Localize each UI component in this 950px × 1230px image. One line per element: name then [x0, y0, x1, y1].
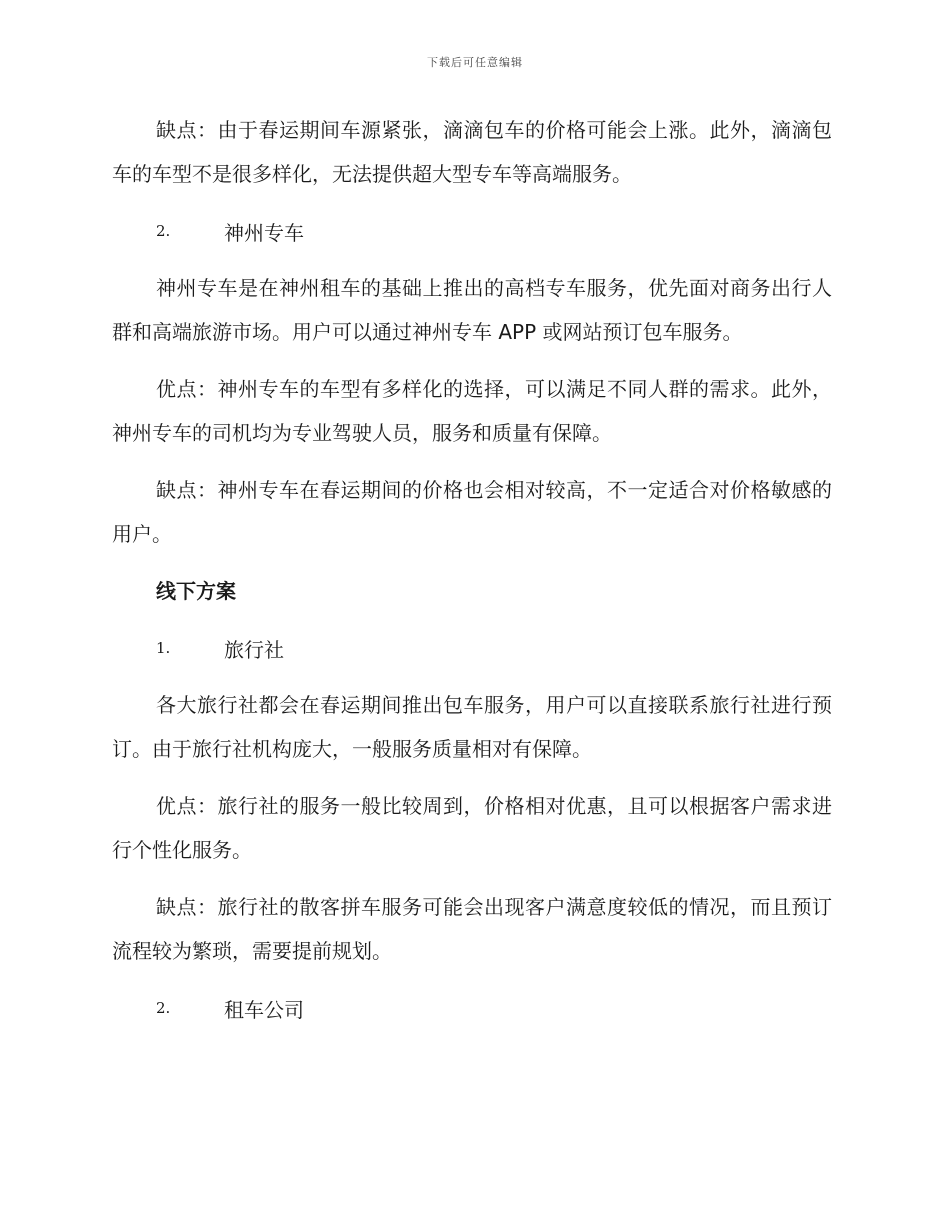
paragraph-shenzhou-cons: 缺点：神州专车在春运期间的价格也会相对较高，不一定适合对价格敏感的用户。 — [112, 478, 832, 546]
list-item-shenzhou — [112, 209, 832, 253]
list-item-number: 1. — [156, 639, 171, 657]
list-item-number: 2. — [156, 999, 171, 1017]
list-item-number: 2. — [156, 222, 171, 240]
paragraph-shenzhou-intro: 神州专车是在神州租车的基础上推出的高档专车服务，优先面对商务出行人群和高端旅游市场。用户可以通过神州专车 APP 或网站预订包车服务。 — [112, 276, 832, 344]
list-item-label: 神州专车 — [224, 220, 304, 245]
list-item-travel-agency — [112, 626, 832, 670]
paragraph-agency-pros: 优点：旅行社的服务一般比较周到，价格相对优惠，且可以根据客户需求进行个性化服务。 — [112, 794, 832, 862]
paragraph-agency-cons: 缺点：旅行社的散客拼车服务可能会出现客户满意度较低的情况，而且预订流程较为繁琐，需要提前规划。 — [112, 895, 832, 963]
list-item-label: 租车公司 — [224, 997, 304, 1022]
list-item-label: 旅行社 — [224, 637, 284, 662]
header-note: 下载后可任意编辑 — [427, 56, 523, 69]
list-item-rental-company — [112, 986, 832, 1030]
document-body — [112, 108, 832, 1043]
paragraph-shenzhou-pros: 优点：神州专车的车型有多样化的选择，可以满足不同人群的需求。此外，神州专车的司机均为专业驾驶人员，服务和质量有保障。 — [112, 377, 832, 445]
paragraph-agency-intro: 各大旅行社都会在春运期间推出包车服务，用户可以直接联系旅行社进行预订。由于旅行社机构庞大，一般服务质量相对有保障。 — [112, 693, 832, 761]
paragraph-didi-cons: 缺点：由于春运期间车源紧张，滴滴包车的价格可能会上涨。此外，滴滴包车的车型不是很多样化，无法提供超大型专车等高端服务。 — [112, 118, 832, 186]
section-heading-offline: 线下方案 — [156, 579, 236, 603]
